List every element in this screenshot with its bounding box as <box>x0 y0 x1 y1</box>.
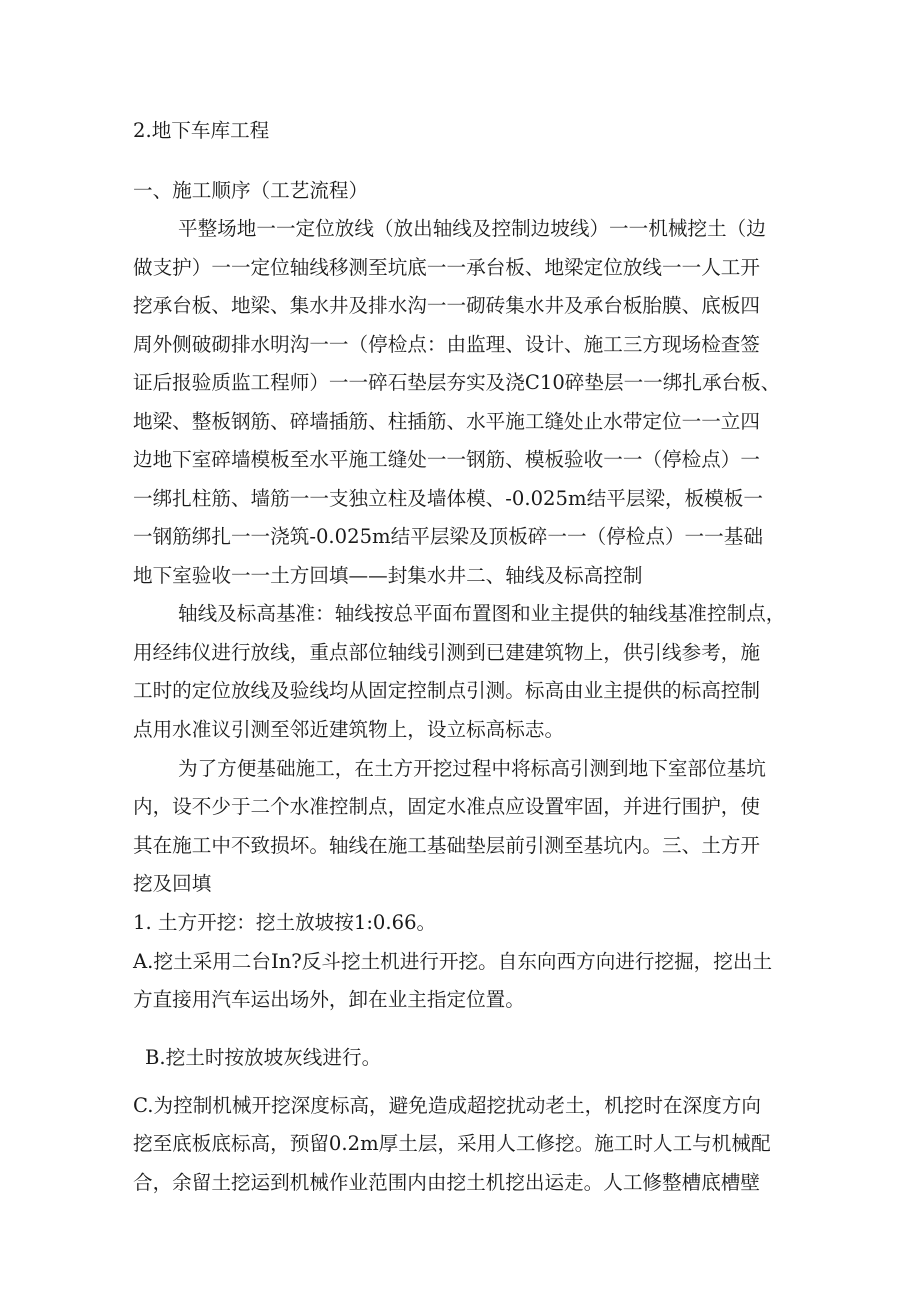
text-line: 地梁、整板钢筋、碎墙插筋、柱插筋、水平施工缝处止水带定位一一立四 <box>133 410 760 433</box>
text-line: 证后报验质监工程师）一一碎石垫层夯实及浇C10碎垫层一一绑扎承台板、 <box>133 371 781 394</box>
text-line: 平整场地一一定位放线（放出轴线及控制边坡线）一一机械挖土（边 <box>178 217 766 240</box>
text-line: 周外侧破砌排水明沟一一（停检点：由监理、设计、施工三方现场检查签 <box>133 333 760 356</box>
list-item-excavation: 1. 土方开挖：挖土放坡按1:0.66。 <box>133 911 437 934</box>
text-line: C.为控制机械开挖深度标高，避免造成超挖扰动老土，机挖时在深度方向 <box>133 1094 761 1117</box>
text-line: 挖至底板底标高，预留0.2m厚土层，采用人工修挖。施工时人工与机械配 <box>133 1132 771 1155</box>
text-line: A.挖土采用二台In?反斗挖土机进行开挖。自东向西方向进行挖掘，挖出土 <box>133 950 773 973</box>
text-line: 内，设不少于二个水准控制点，固定水准点应设置牢固，并进行围护，使 <box>133 795 760 818</box>
text-line: 方直接用汽车运出场外，卸在业主指定位置。 <box>133 988 525 1011</box>
text-line: 一钢筋绑扎一一浇筑-0.025m结平层梁及顶板碎一一（停检点）一一基础 <box>133 525 763 548</box>
text-line: 其在施工中不致损坏。轴线在施工基础垫层前引测至基坑内。三、土方开 <box>133 834 760 857</box>
text-line: 用经纬仪进行放线，重点部位轴线引测到已建建筑物上，供引线参考，施 <box>133 641 760 664</box>
text-line: 边地下室碎墙模板至水平施工缝处一一钢筋、模板验收一一（停检点）一 <box>133 448 760 471</box>
text-line: 挖及回填 <box>133 872 212 895</box>
text-line: 轴线及标高基准：轴线按总平面布置图和业主提供的轴线基准控制点， <box>178 602 786 625</box>
list-item-b: B.挖土时按放坡灰线进行。 <box>145 1046 382 1069</box>
document-title: 2.地下车库工程 <box>133 119 270 142</box>
text-line: 合，余留土挖运到机械作业范围内由挖土机挖出运走。人工修整槽底槽壁 <box>133 1171 760 1194</box>
text-line: 为了方便基础施工，在土方开挖过程中将标高引测到地下室部位基坑 <box>178 757 766 780</box>
text-line: 工时的定位放线及验线均从固定控制点引测。标高由业主提供的标高控制 <box>133 679 760 702</box>
text-line: 挖承台板、地梁、集水井及排水沟一一砌砖集水井及承台板胎膜、底板四 <box>133 294 760 317</box>
section-heading-construction-sequence: 一、施工顺序（工艺流程） <box>133 179 369 202</box>
text-line: 地下室验收一一土方回填——封集水井二、轴线及标高控制 <box>133 564 643 587</box>
text-line: 一绑扎柱筋、墙筋一一支独立柱及墙体模、-0.025m结平层梁，板模板一 <box>133 487 763 510</box>
text-line: 做支护）一一定位轴线移测至坑底一一承台板、地梁定位放线一一人工开 <box>133 256 760 279</box>
text-line: 点用水准议引测至邻近建筑物上，设立标高标志。 <box>133 718 565 741</box>
